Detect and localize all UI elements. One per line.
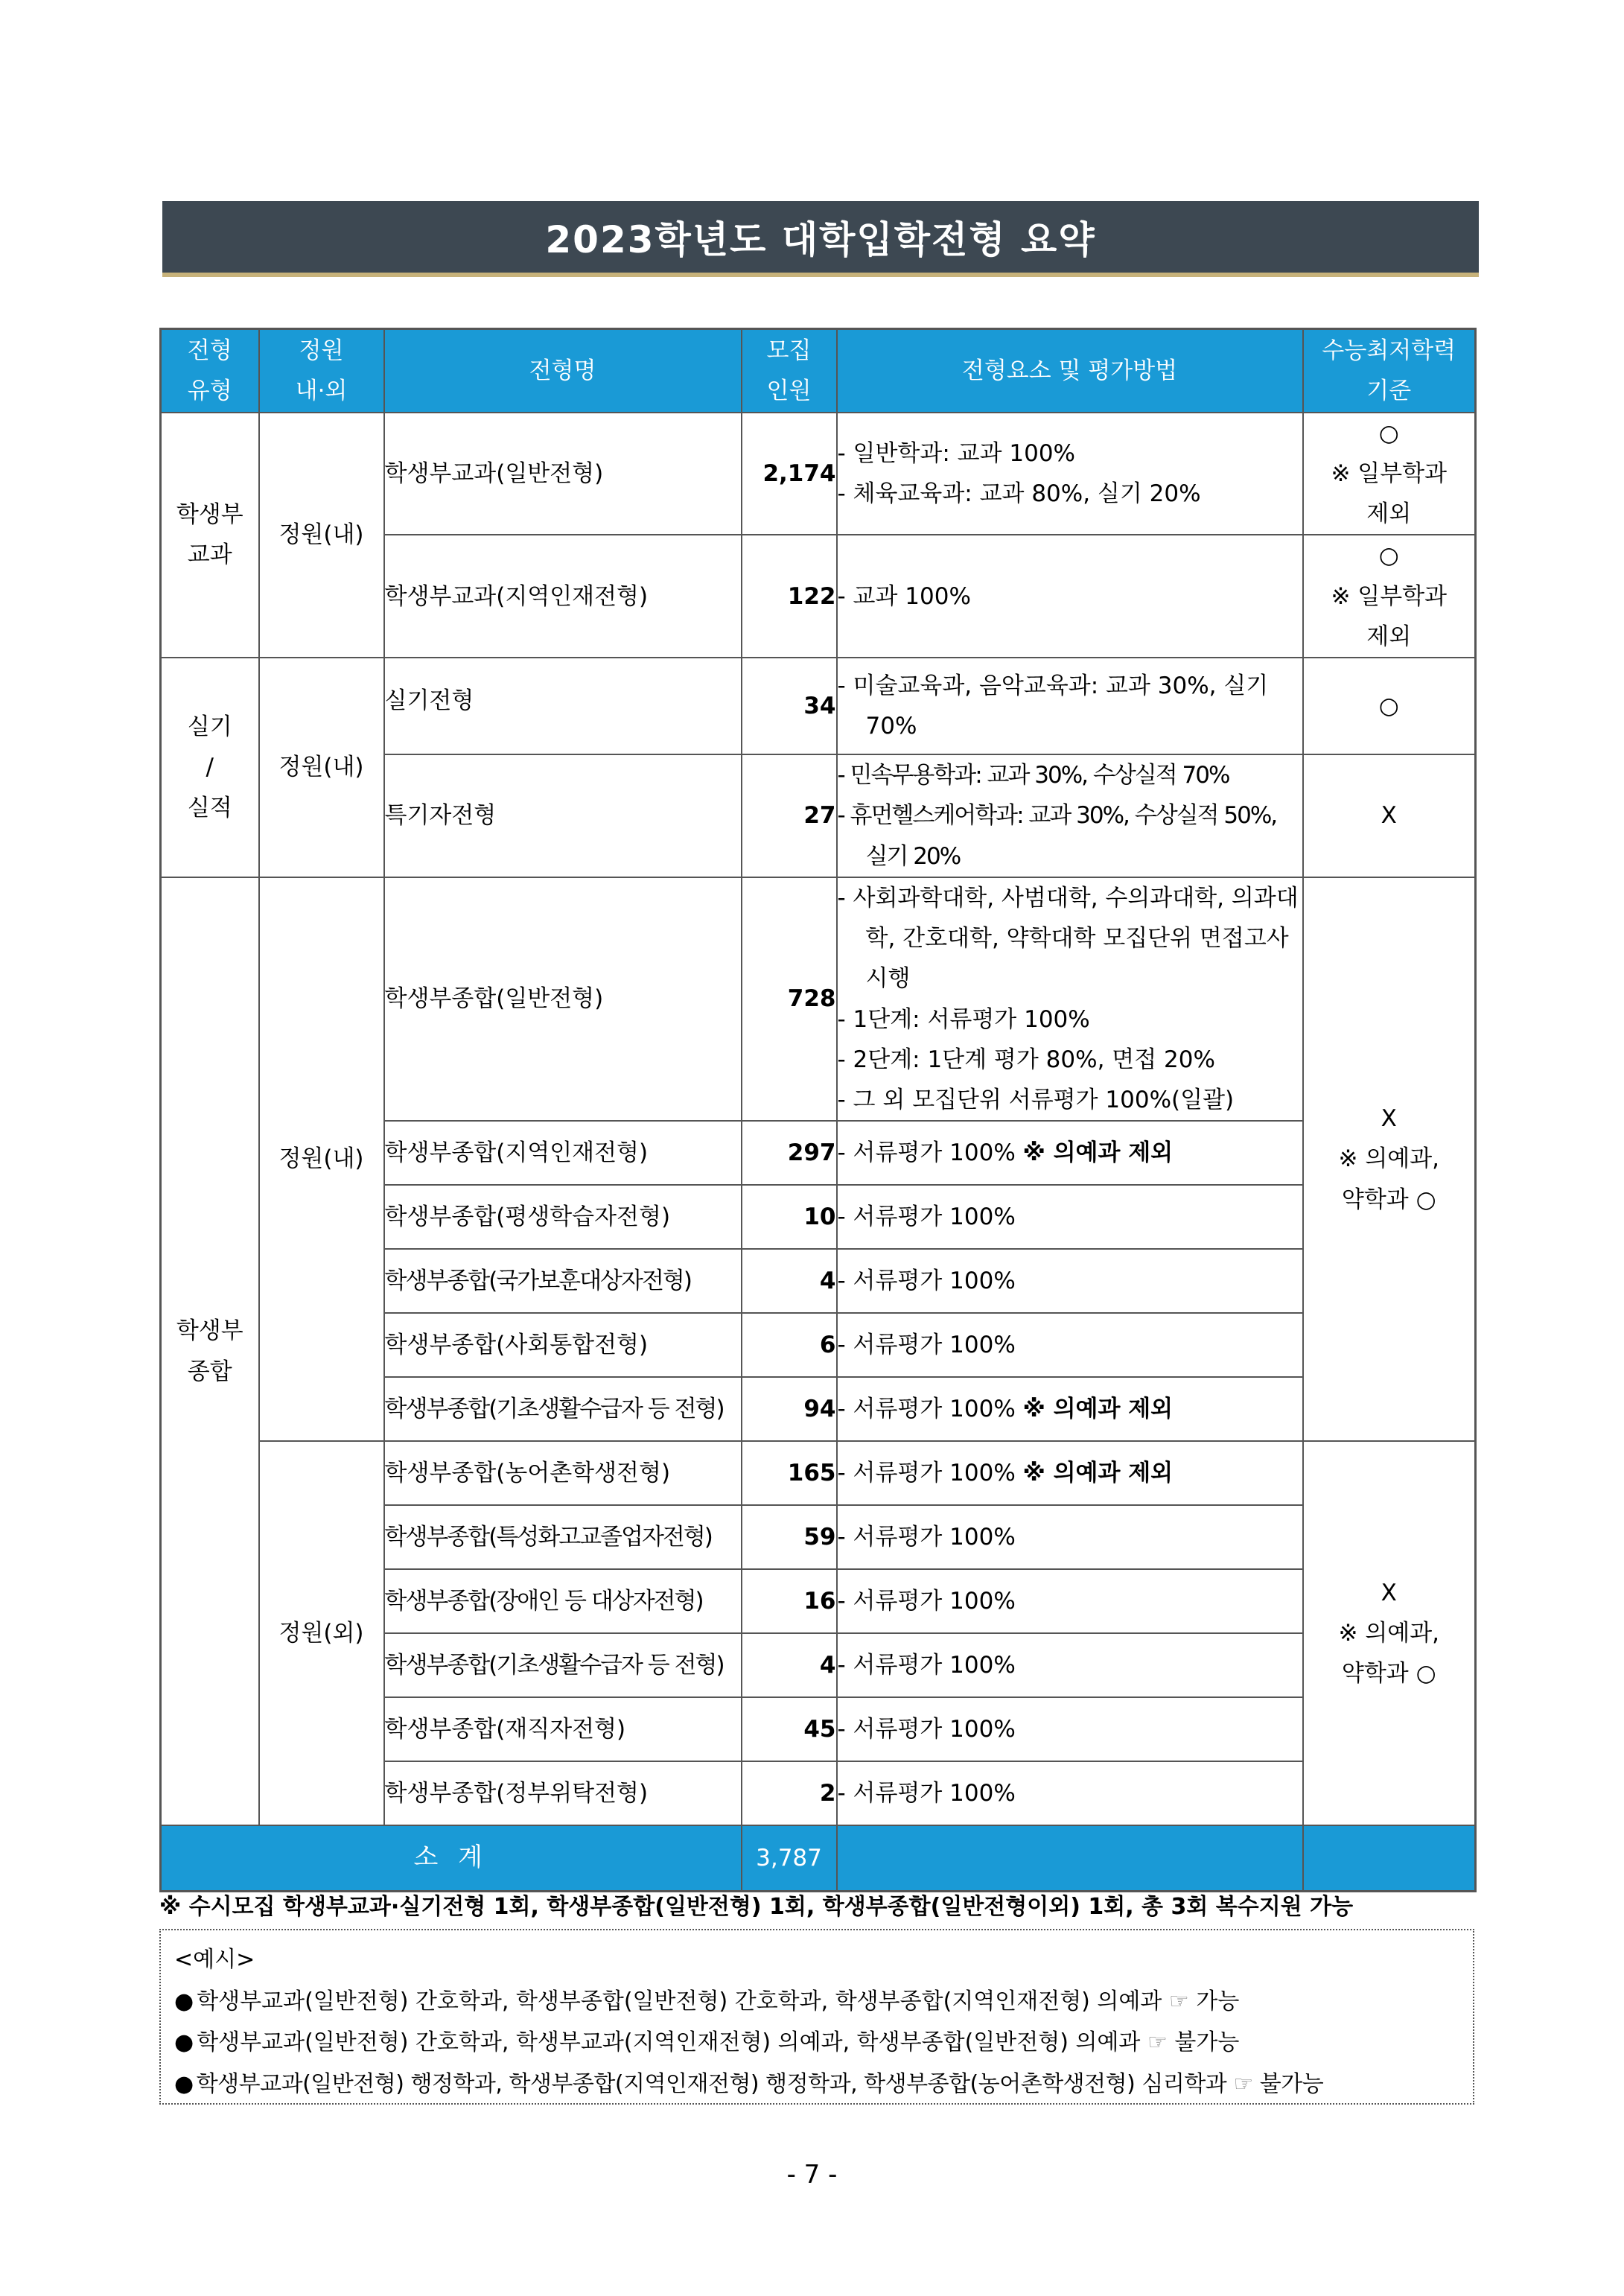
header-name: 전형명	[384, 329, 742, 413]
row-eval: - 일반학과: 교과 100% - 체육교육과: 교과 80%, 실기 20%	[837, 413, 1303, 535]
bullet-icon: ●	[174, 2070, 194, 2097]
header-eval: 전형요소 및 평가방법	[837, 329, 1303, 413]
row-eval: - 민속무용학과: 교과 30%, 수상실적 70% - 휴먼헬스케어학과: 교과 30%, 수상실적 50%, 실기 20%	[837, 754, 1303, 877]
quota-label: 정원(내)	[259, 413, 384, 658]
row-name: 실기전형	[384, 658, 742, 754]
bullet-icon: ●	[174, 1988, 194, 2014]
min-criteria: ○	[1303, 658, 1476, 754]
header-count: 모집 인원	[742, 329, 837, 413]
hand-pointer-icon: ☞	[1233, 2070, 1253, 2097]
row-eval: - 서류평가 100% ※ 의예과 제외	[837, 1377, 1303, 1441]
row-count: 297	[742, 1121, 837, 1185]
row-eval: - 서류평가 100% ※ 의예과 제외	[837, 1441, 1303, 1505]
header-min: 수능최저학력 기준	[1303, 329, 1476, 413]
header-type: 전형 유형	[161, 329, 259, 413]
row-name: 학생부교과(일반전형)	[384, 413, 742, 535]
row-name: 학생부종합(국가보훈대상자전형)	[384, 1249, 742, 1313]
row-eval: - 서류평가 100%	[837, 1249, 1303, 1313]
table-row	[161, 877, 1476, 1122]
row-name: 학생부종합(사회통합전형)	[384, 1313, 742, 1377]
group-label: 학생부 교과	[161, 413, 259, 658]
row-count: 2,174	[742, 413, 837, 535]
row-count: 45	[742, 1697, 837, 1761]
min-criteria: ○ ※ 일부학과 제외	[1303, 413, 1476, 535]
row-count: 2	[742, 1761, 837, 1825]
table-row	[161, 1441, 1476, 1505]
title-bar	[162, 201, 1479, 277]
row-count: 122	[742, 535, 837, 658]
table-row	[161, 413, 1476, 535]
row-eval: - 서류평가 100%	[837, 1505, 1303, 1569]
row-name: 학생부종합(특성화고교졸업자전형)	[384, 1505, 742, 1569]
row-eval: - 교과 100%	[837, 535, 1303, 658]
example-line: ● 학생부교과(일반전형) 행정학과, 학생부종합(지역인재전형) 행정학과, 학생부종합(농어촌학생전형) 심리학과 ☞ 불가능	[174, 2064, 1473, 2105]
total-count: 3,787	[742, 1825, 837, 1891]
row-name: 학생부종합(재직자전형)	[384, 1697, 742, 1761]
row-count: 27	[742, 754, 837, 877]
row-name: 학생부종합(일반전형)	[384, 877, 742, 1122]
page-number: - 7 -	[786, 2160, 838, 2190]
row-eval: - 서류평가 100% ※ 의예과 제외	[837, 1121, 1303, 1185]
row-eval: - 사회과학대학, 사범대학, 수의과대학, 의과대학, 간호대학, 약학대학 모집단위 면접고사 시행 - 1단계: 서류평가 100% - 2단계: 1단계 평가 80%, 면접 20% - 그 외 모집단위 서류평가 100%(일괄)	[837, 877, 1303, 1122]
total-label: 소 계	[161, 1825, 742, 1891]
row-name: 특기자전형	[384, 754, 742, 877]
example-line: ● 학생부교과(일반전형) 간호학과, 학생부교과(지역인재전형) 의예과, 학생부종합(일반전형) 의예과 ☞ 불가능	[174, 2022, 1473, 2064]
quota-label: 정원(외)	[259, 1441, 384, 1825]
row-count: 94	[742, 1377, 837, 1441]
row-count: 165	[742, 1441, 837, 1505]
examples-box	[159, 1929, 1474, 2105]
total-row	[161, 1825, 1476, 1891]
total-min-empty	[1303, 1825, 1476, 1891]
hand-pointer-icon: ☞	[1168, 1988, 1189, 2014]
examples-header: <예시>	[174, 1947, 255, 1973]
row-name: 학생부종합(장애인 등 대상자전형)	[384, 1569, 742, 1633]
row-count: 4	[742, 1249, 837, 1313]
row-eval: - 서류평가 100%	[837, 1697, 1303, 1761]
row-count: 16	[742, 1569, 837, 1633]
row-count: 728	[742, 877, 837, 1122]
min-criteria: X ※ 의예과, 약학과 ○	[1303, 1441, 1476, 1825]
row-name: 학생부종합(기초생활수급자 등 전형)	[384, 1377, 742, 1441]
row-count: 34	[742, 658, 837, 754]
quota-label: 정원(내)	[259, 877, 384, 1442]
example-line: ● 학생부교과(일반전형) 간호학과, 학생부종합(일반전형) 간호학과, 학생부종합(지역인재전형) 의예과 ☞ 가능	[174, 1981, 1473, 2023]
row-name: 학생부종합(지역인재전형)	[384, 1121, 742, 1185]
min-criteria: X ※ 의예과, 약학과 ○	[1303, 877, 1476, 1442]
row-count: 6	[742, 1313, 837, 1377]
hand-pointer-icon: ☞	[1147, 2029, 1168, 2055]
row-name: 학생부교과(지역인재전형)	[384, 535, 742, 658]
header-row	[161, 329, 1476, 413]
group-label: 실기 / 실적	[161, 658, 259, 877]
total-eval-empty	[837, 1825, 1303, 1891]
page-title: 2023학년도 대학입학전형 요약	[545, 218, 1096, 261]
row-eval: - 서류평가 100%	[837, 1761, 1303, 1825]
row-name: 학생부종합(정부위탁전형)	[384, 1761, 742, 1825]
row-name: 학생부종합(기초생활수급자 등 전형)	[384, 1633, 742, 1697]
multiple-application-note: ※ 수시모집 학생부교과·실기전형 1회, 학생부종합(일반전형) 1회, 학생부종합(일반전형이외) 1회, 총 3회 복수지원 가능	[159, 1894, 1354, 1920]
row-eval: - 서류평가 100%	[837, 1313, 1303, 1377]
row-eval: - 서류평가 100%	[837, 1185, 1303, 1249]
header-quota: 정원 내·외	[259, 329, 384, 413]
row-eval: - 서류평가 100%	[837, 1633, 1303, 1697]
row-count: 10	[742, 1185, 837, 1249]
quota-label: 정원(내)	[259, 658, 384, 877]
min-criteria: X	[1303, 754, 1476, 877]
row-name: 학생부종합(농어촌학생전형)	[384, 1441, 742, 1505]
min-criteria: ○ ※ 일부학과 제외	[1303, 535, 1476, 658]
group-label: 학생부 종합	[161, 877, 259, 1826]
table-row	[161, 658, 1476, 754]
row-count: 4	[742, 1633, 837, 1697]
bullet-icon: ●	[174, 2029, 194, 2055]
row-eval: - 서류평가 100%	[837, 1569, 1303, 1633]
row-name: 학생부종합(평생학습자전형)	[384, 1185, 742, 1249]
admission-summary-table	[159, 328, 1477, 1892]
row-count: 59	[742, 1505, 837, 1569]
row-eval: - 미술교육과, 음악교육과: 교과 30%, 실기 70%	[837, 658, 1303, 754]
